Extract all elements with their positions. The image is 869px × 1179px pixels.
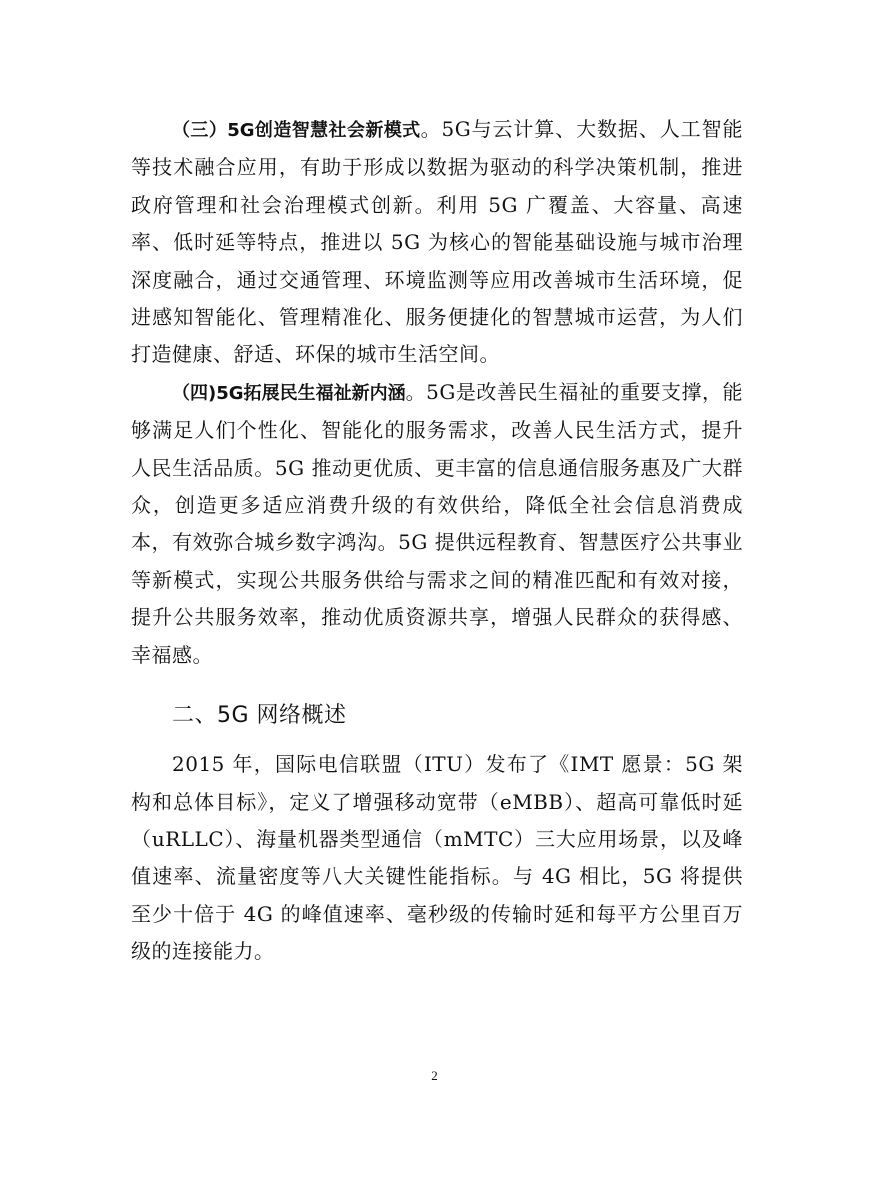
- paragraph-smart-society: [131, 111, 743, 374]
- paragraph-body-text: 。5G是改善民生福祉的重要支撑，能够满足人们个性化、智能化的服务需求，改善人民生活方式，提升人民生活品质。5G 推动更优质、更丰富的信息通信服务惠及广大群众，创造更多适应消费升级的有效供给，降低全社会信息消费成本，有效弥合城乡数字鸿沟。5G 提供远程教育、智慧医疗公共事业等新模式，实现公共服务供给与需求之间的精准匹配和有效对接，提升公共服务效率，推动优质资源共享，增强人民群众的获得感、幸福感。: [131, 379, 744, 667]
- page-number: 2: [431, 1068, 438, 1083]
- paragraph-lead-heading: （三）5G创造智慧社会新模式: [172, 120, 421, 141]
- section-heading: 二、5G 网络概述: [172, 703, 347, 729]
- paragraph-network-overview: 2015 年，国际电信联盟（ITU）发布了《IMT 愿景：5G 架构和总体目标》，定义了增强移动宽带（eMBB）、超高可靠低时延（uRLLC）、海量机器类型通信（mMTC）三大应用场景，以及峰值速率、流量密度等八大关键性能指标。与 4G 相比，5G 将提供至少十倍于 4G 的峰值速率、毫秒级的传输时延和每平方公里百万级的连接能力。: [131, 752, 743, 964]
- paragraph-livelihood: [131, 374, 743, 674]
- paragraph-body-text: 。5G与云计算、大数据、人工智能等技术融合应用，有助于形成以数据为驱动的科学决策机制，推进政府管理和社会治理模式创新。利用 5G 广覆盖、大容量、高速率、低时延等特点，推进以 5G 为核心的智能基础设施与城市治理深度融合，通过交通管理、环境监测等应用改善城市生活环境，促进感知智能化、管理精准化、服务便捷化的智慧城市运营，为人们打造健康、舒适、环保的城市生活空间。: [131, 117, 743, 367]
- paragraph-lead-heading: （四)5G拓展民生福祉新内涵: [172, 382, 406, 404]
- page-content: [131, 111, 743, 971]
